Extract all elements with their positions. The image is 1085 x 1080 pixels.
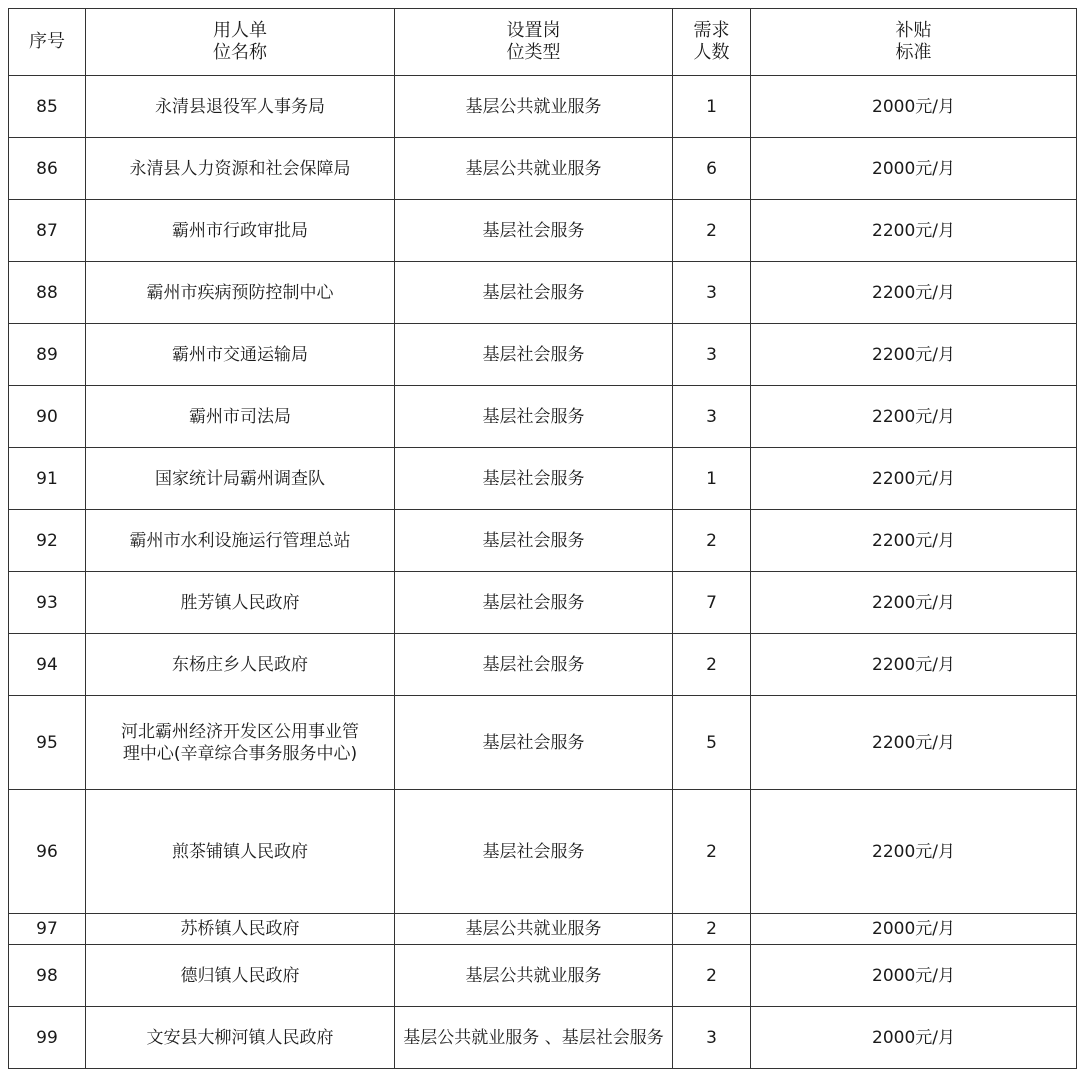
- cell-headcount: 2: [673, 914, 751, 945]
- cell-headcount: 7: [673, 572, 751, 634]
- cell-subsidy: 2200元/月: [751, 262, 1077, 324]
- table-row: [9, 76, 1077, 138]
- cell-headcount: 3: [673, 262, 751, 324]
- cell-position-type: 基层社会服务: [395, 262, 673, 324]
- table-row: [9, 790, 1077, 914]
- cell-subsidy: 2000元/月: [751, 1007, 1077, 1069]
- table-row: [9, 510, 1077, 572]
- cell-subsidy: 2200元/月: [751, 634, 1077, 696]
- cell-serial-number: 91: [9, 448, 86, 510]
- cell-serial-number: 94: [9, 634, 86, 696]
- cell-employer-name: 永清县退役军人事务局: [86, 76, 395, 138]
- cell-position-type: 基层公共就业服务: [395, 945, 673, 1007]
- cell-headcount: 2: [673, 790, 751, 914]
- cell-position-type: 基层社会服务: [395, 696, 673, 790]
- cell-position-type: 基层社会服务: [395, 572, 673, 634]
- table-row: [9, 696, 1077, 790]
- cell-position-type: 基层公共就业服务 、基层社会服务: [395, 1007, 673, 1069]
- cell-serial-number: 97: [9, 914, 86, 945]
- cell-employer-name: 煎茶铺镇人民政府: [86, 790, 395, 914]
- cell-position-type: 基层社会服务: [395, 200, 673, 262]
- cell-headcount: 2: [673, 945, 751, 1007]
- table-row: [9, 324, 1077, 386]
- cell-subsidy: 2200元/月: [751, 324, 1077, 386]
- header-headcount: 需求 人数: [673, 9, 751, 76]
- cell-subsidy: 2200元/月: [751, 200, 1077, 262]
- header-employer-name: 用人单 位名称: [86, 9, 395, 76]
- cell-employer-name: 文安县大柳河镇人民政府: [86, 1007, 395, 1069]
- table-header-row: [9, 9, 1077, 76]
- cell-employer-name: 霸州市疾病预防控制中心: [86, 262, 395, 324]
- cell-employer-name: 霸州市司法局: [86, 386, 395, 448]
- cell-serial-number: 92: [9, 510, 86, 572]
- table-row: [9, 138, 1077, 200]
- cell-subsidy: 2000元/月: [751, 914, 1077, 945]
- cell-subsidy: 2000元/月: [751, 138, 1077, 200]
- cell-subsidy: 2000元/月: [751, 945, 1077, 1007]
- cell-subsidy: 2200元/月: [751, 790, 1077, 914]
- cell-employer-name: 德归镇人民政府: [86, 945, 395, 1007]
- cell-headcount: 6: [673, 138, 751, 200]
- cell-serial-number: 90: [9, 386, 86, 448]
- cell-subsidy: 2200元/月: [751, 448, 1077, 510]
- cell-position-type: 基层社会服务: [395, 510, 673, 572]
- table-row: [9, 262, 1077, 324]
- cell-employer-name: 东杨庄乡人民政府: [86, 634, 395, 696]
- header-position-type: 设置岗 位类型: [395, 9, 673, 76]
- cell-subsidy: 2200元/月: [751, 696, 1077, 790]
- table-row: [9, 448, 1077, 510]
- cell-position-type: 基层公共就业服务: [395, 914, 673, 945]
- cell-subsidy: 2200元/月: [751, 572, 1077, 634]
- header-subsidy-standard: 补贴 标准: [751, 9, 1077, 76]
- cell-position-type: 基层社会服务: [395, 448, 673, 510]
- cell-headcount: 2: [673, 200, 751, 262]
- cell-headcount: 1: [673, 448, 751, 510]
- cell-headcount: 2: [673, 510, 751, 572]
- cell-headcount: 3: [673, 324, 751, 386]
- table-row: [9, 1007, 1077, 1069]
- cell-position-type: 基层社会服务: [395, 634, 673, 696]
- cell-serial-number: 95: [9, 696, 86, 790]
- positions-table: [8, 8, 1077, 1069]
- cell-employer-name: 霸州市行政审批局: [86, 200, 395, 262]
- cell-serial-number: 85: [9, 76, 86, 138]
- cell-employer-name: 胜芳镇人民政府: [86, 572, 395, 634]
- cell-serial-number: 96: [9, 790, 86, 914]
- cell-headcount: 3: [673, 1007, 751, 1069]
- cell-serial-number: 89: [9, 324, 86, 386]
- cell-employer-name: 霸州市水利设施运行管理总站: [86, 510, 395, 572]
- cell-employer-name: 霸州市交通运输局: [86, 324, 395, 386]
- cell-headcount: 1: [673, 76, 751, 138]
- cell-serial-number: 93: [9, 572, 86, 634]
- table-row: [9, 945, 1077, 1007]
- cell-subsidy: 2200元/月: [751, 386, 1077, 448]
- cell-headcount: 2: [673, 634, 751, 696]
- table-row: [9, 200, 1077, 262]
- cell-position-type: 基层社会服务: [395, 386, 673, 448]
- cell-subsidy: 2200元/月: [751, 510, 1077, 572]
- table-row: [9, 634, 1077, 696]
- cell-employer-name: 苏桥镇人民政府: [86, 914, 395, 945]
- cell-employer-name: 国家统计局霸州调查队: [86, 448, 395, 510]
- cell-position-type: 基层社会服务: [395, 790, 673, 914]
- cell-employer-name: 永清县人力资源和社会保障局: [86, 138, 395, 200]
- table-row: [9, 386, 1077, 448]
- cell-headcount: 5: [673, 696, 751, 790]
- cell-serial-number: 87: [9, 200, 86, 262]
- cell-serial-number: 99: [9, 1007, 86, 1069]
- cell-serial-number: 88: [9, 262, 86, 324]
- cell-subsidy: 2000元/月: [751, 76, 1077, 138]
- cell-headcount: 3: [673, 386, 751, 448]
- cell-position-type: 基层公共就业服务: [395, 76, 673, 138]
- cell-serial-number: 86: [9, 138, 86, 200]
- cell-employer-name: 河北霸州经济开发区公用事业管理中心(辛章综合事务服务中心): [86, 696, 395, 790]
- table-row: [9, 914, 1077, 945]
- cell-position-type: 基层社会服务: [395, 324, 673, 386]
- header-serial-number: 序号: [9, 9, 86, 76]
- cell-position-type: 基层公共就业服务: [395, 138, 673, 200]
- table-row: [9, 572, 1077, 634]
- cell-serial-number: 98: [9, 945, 86, 1007]
